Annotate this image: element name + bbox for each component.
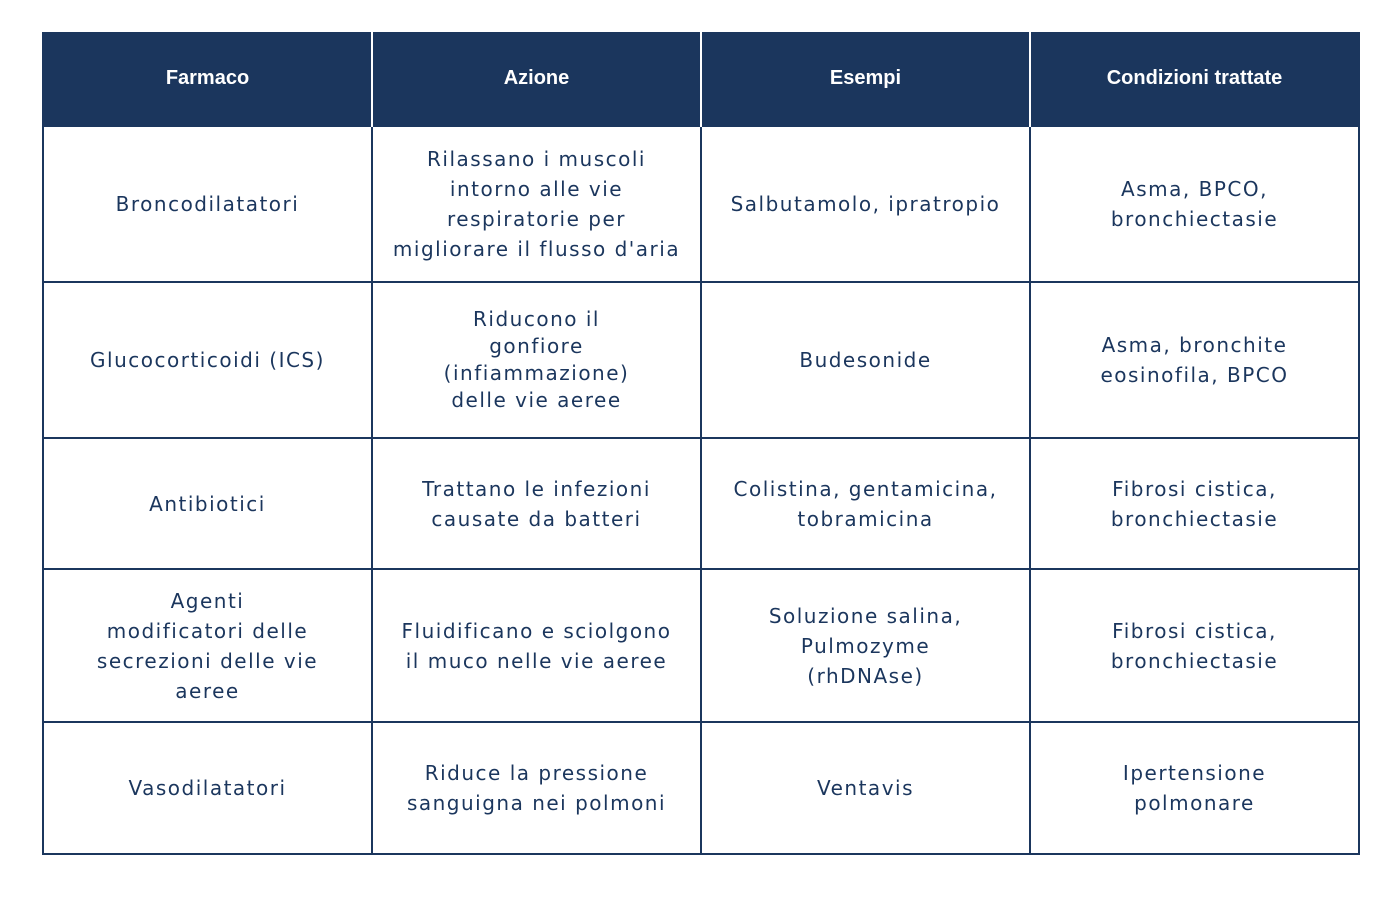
cell-text: Ipertensione polmonare — [1122, 761, 1267, 815]
cell-text: Asma, BPCO, bronchiectasie — [1110, 177, 1279, 231]
table-row — [43, 282, 1359, 438]
cell-esempi — [701, 126, 1030, 282]
cell-farmaco — [43, 126, 372, 282]
cell-azione — [372, 722, 701, 854]
cell-farmaco — [43, 569, 372, 722]
cell-farmaco — [43, 438, 372, 569]
cell-condizioni — [1030, 722, 1359, 854]
header-row — [43, 32, 1359, 126]
drug-table-container — [42, 32, 1358, 855]
cell-farmaco — [43, 722, 372, 854]
header-esempi: Esempi — [701, 32, 1030, 126]
cell-text: Glucocorticoidi (ICS) — [90, 348, 325, 372]
table-row — [43, 438, 1359, 569]
cell-azione — [372, 438, 701, 569]
cell-text: Trattano le infezioni causate da batteri — [422, 476, 651, 531]
table-body — [43, 126, 1359, 854]
cell-esempi — [701, 282, 1030, 438]
cell-text: Vasodilatatori — [128, 776, 287, 800]
cell-text: Fluidificano e sciolgono il muco nelle vie aeree — [401, 618, 672, 673]
cell-text: Antibiotici — [149, 491, 266, 516]
header-farmaco: Farmaco — [43, 32, 372, 126]
cell-text: Salbutamolo, ipratropio — [730, 192, 1001, 216]
cell-text: Fibrosi cistica, bronchiectasie — [1110, 618, 1279, 673]
cell-text: Soluzione salina, Pulmozyme (rhDNAse) — [768, 603, 963, 688]
cell-azione — [372, 569, 701, 722]
cell-farmaco — [43, 282, 372, 438]
cell-text: Agenti modificatori delle secrezioni delle vie aeree — [96, 588, 319, 703]
cell-text: Colistina, gentamicina, tobramicina — [733, 476, 998, 531]
cell-text: Budesonide — [799, 348, 932, 372]
cell-condizioni — [1030, 282, 1359, 438]
cell-esempi — [701, 722, 1030, 854]
cell-text: Riduce la pressione sanguigna nei polmoni — [406, 761, 667, 815]
cell-azione — [372, 126, 701, 282]
drug-table — [42, 32, 1360, 855]
cell-text: Ventavis — [816, 776, 915, 800]
cell-esempi — [701, 438, 1030, 569]
cell-condizioni — [1030, 569, 1359, 722]
cell-text: Riducono il gonfiore (infiammazione) delle vie aeree — [443, 307, 630, 412]
cell-condizioni — [1030, 126, 1359, 282]
header-condizioni: Condizioni trattate — [1030, 32, 1359, 126]
header-azione: Azione — [372, 32, 701, 126]
cell-condizioni — [1030, 438, 1359, 569]
cell-text: Fibrosi cistica, bronchiectasie — [1110, 476, 1279, 531]
table-row — [43, 126, 1359, 282]
cell-azione — [372, 282, 701, 438]
table-header — [43, 32, 1359, 126]
table-row — [43, 722, 1359, 854]
cell-text: Rilassano i muscoli intorno alle vie respiratorie per migliorare il flusso d'aria — [392, 147, 681, 261]
cell-text: Broncodilatatori — [115, 192, 300, 216]
cell-text: Asma, bronchite eosinofila, BPCO — [1100, 333, 1289, 387]
table-row — [43, 569, 1359, 722]
cell-esempi — [701, 569, 1030, 722]
